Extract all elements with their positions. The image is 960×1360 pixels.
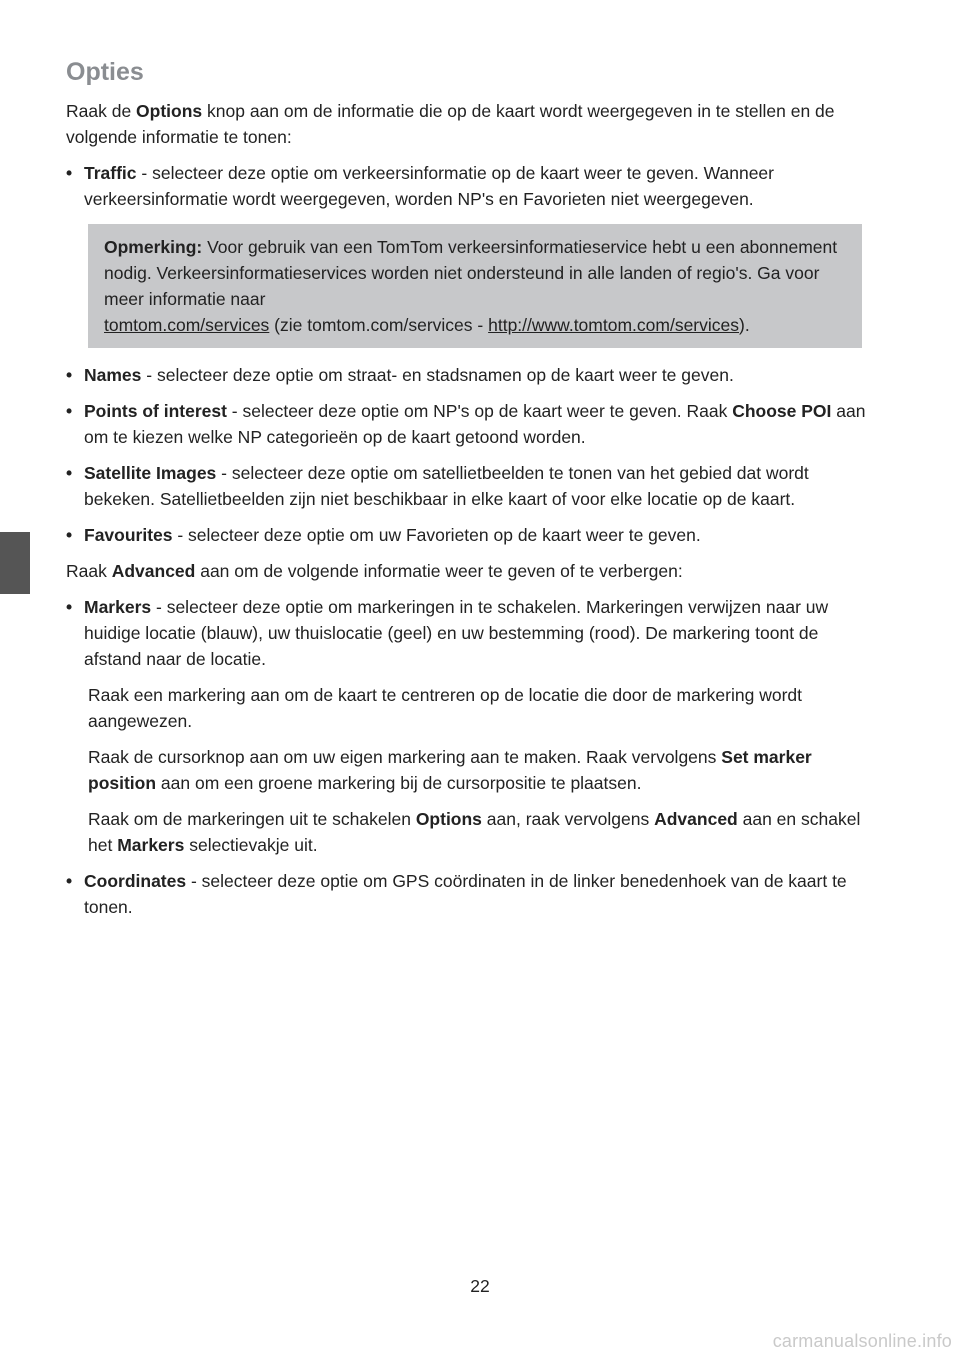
advanced-intro-text-rest: aan om de volgende informatie weer te geven of te verbergen: (195, 561, 683, 581)
page-number: 22 (470, 1276, 490, 1296)
option-description: - selecteer deze optie om verkeersinformatie op de kaart weer te geven. Wanneer verkeersinformatie wordt weergegeven, worden NP's en Favorieten niet weergegeven. (84, 163, 774, 209)
note-end-text: ). (739, 315, 750, 335)
option-description: - selecteer deze optie om GPS coördinaten in de linker benedenhoek van de kaart te tonen. (84, 871, 847, 917)
list-item-points-of-interest (66, 398, 866, 450)
option-label: Coordinates (84, 871, 187, 891)
option-description: - selecteer deze optie om markeringen in te schakelen. Markeringen verwijzen naar uw huidige locatie (blauw), uw thuislocatie (geel) en uw bestemming (rood). De markering toont de afstand naar de locatie. (84, 597, 829, 669)
markers-disable-mid2: aan en schakel het (88, 809, 861, 855)
note-box (88, 224, 862, 348)
intro-options-term: Options (136, 101, 203, 121)
list-item-names (66, 362, 866, 388)
advanced-intro-text: Raak (66, 561, 112, 581)
note-label: Opmerking: (104, 237, 203, 257)
markers-disable-text: Raak om de markeringen uit te schakelen (88, 809, 416, 829)
option-label: Markers (84, 597, 152, 617)
option-description: - selecteer deze optie om straat- en stadsnamen op de kaart weer te geven. (141, 365, 734, 385)
advanced-intro-paragraph (66, 558, 866, 584)
option-label: Satellite Images (84, 463, 217, 483)
page-title: Opties (66, 58, 144, 86)
markers-paragraph-set (66, 744, 866, 796)
markers-paragraph-center: Raak een markering aan om de kaart te centreren op de locatie die door de markering wordt aangewezen. (88, 685, 803, 731)
page-content (66, 56, 866, 930)
intro-paragraph (66, 98, 866, 150)
advanced-list-continued (66, 868, 866, 920)
advanced-list (66, 594, 866, 672)
set-marker-position-term: Set marker position (88, 747, 812, 793)
option-description: - selecteer deze optie om uw Favorieten op de kaart weer te geven. (172, 525, 701, 545)
options-term: Options (415, 809, 482, 829)
advanced-term: Advanced (111, 561, 196, 581)
markers-disable-end: selectievakje uit. (184, 835, 318, 855)
option-label: Traffic (84, 163, 137, 183)
chapter-side-tab (0, 532, 30, 594)
option-description: - selecteer deze optie om satellietbeelden te tonen van het gebied dat wordt bekeken. Satellietbeelden zijn niet beschikbaar in elke kaart of voor elke locatie op de kaart. (84, 463, 809, 509)
markers-set-text: Raak de cursorknop aan om uw eigen markering aan te maken. Raak vervolgens (88, 747, 722, 767)
list-item-satellite-images (66, 460, 866, 512)
intro-text: Raak de (66, 101, 137, 121)
intro-text-rest: knop aan om de informatie die op de kaart wordt weergegeven in te stellen en de volgende informatie te tonen: (66, 101, 835, 147)
services-url-link[interactable]: http://www.tomtom.com/services (488, 315, 740, 335)
note-text: Voor gebruik van een TomTom verkeersinformatieservice hebt u een abonnement nodig. Verkeersinformatieservices worden niet ondersteund in alle landen of regio's. Ga voor meer informatie naar (104, 237, 838, 309)
option-label: Points of interest (84, 401, 227, 421)
list-item-favourites (66, 522, 866, 548)
markers-term: Markers (117, 835, 185, 855)
advanced-term: Advanced (654, 809, 738, 829)
services-link[interactable]: tomtom.com/services (104, 315, 270, 335)
option-label: Names (84, 365, 142, 385)
list-item-markers (66, 594, 866, 672)
options-list-continued (66, 362, 866, 548)
markers-set-text-rest: aan om een groene markering bij de cursorpositie te plaatsen. (156, 773, 642, 793)
list-item-traffic (66, 160, 866, 212)
option-label: Favourites (84, 525, 173, 545)
markers-paragraph-disable (66, 806, 866, 858)
list-item-coordinates (66, 868, 866, 920)
options-list (66, 160, 866, 212)
markers-disable-mid: aan, raak vervolgens (481, 809, 655, 829)
watermark: carmanualsonline.info (772, 1331, 952, 1351)
choose-poi-term: Choose POI (732, 401, 832, 421)
note-mid-text: (zie tomtom.com/services - (269, 315, 489, 335)
option-description-rest: aan om te kiezen welke NP categorieën op de kaart getoond worden. (84, 401, 866, 447)
option-description: - selecteer deze optie om NP's op de kaart weer te geven. Raak (226, 401, 733, 421)
